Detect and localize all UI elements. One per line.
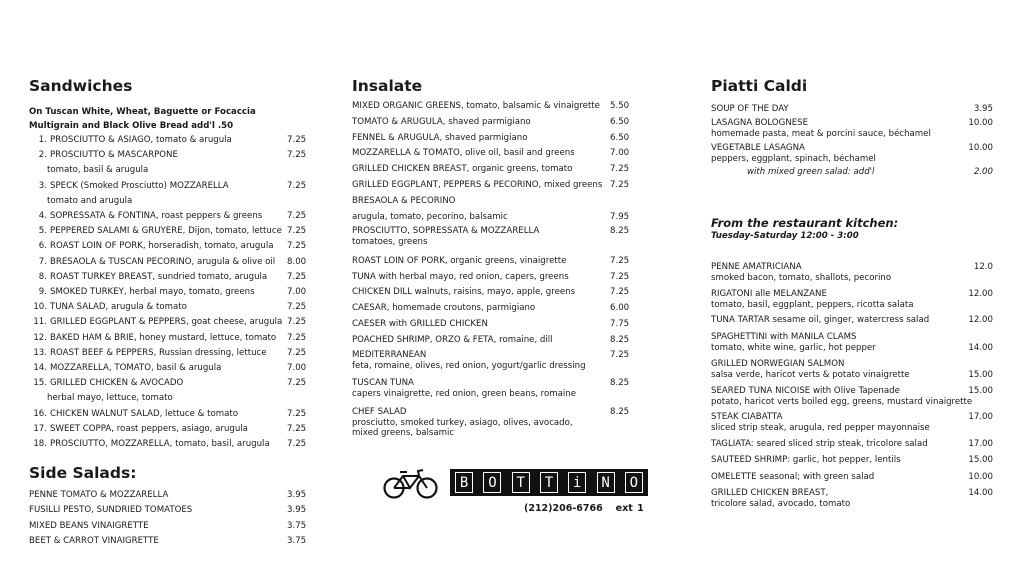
piatto-item [711, 104, 993, 115]
kitchen-title: From the restaurant kitchen: [711, 216, 899, 230]
sandwich-name: 3. SPECK (Smoked Prosciutto) MOZZARELLA [29, 179, 287, 194]
insalata-row [352, 131, 634, 147]
insalata-item [352, 178, 634, 194]
insalata-name: PROSCIUTTO, SOPRESSATA & MOZZARELLA [352, 226, 540, 237]
insalata-item [352, 162, 634, 178]
sandwich-name: 10. TUNA SALAD, arugula & tomato [29, 300, 287, 315]
kitchen-name: STEAK CIABATTA [711, 412, 783, 422]
kitchen-description: tomato, basil, eggplant, peppers, ricotta salata [711, 299, 914, 310]
side-salad-price: 3.95 [287, 505, 307, 516]
sandwich-name: 18. PROSCIUTTO, MOZZARELLA, tomato, basil, arugula [29, 437, 287, 452]
sandwich-number: 6. [38, 241, 47, 252]
insalata-item [352, 254, 634, 270]
sandwich-price: 7.25 [287, 378, 307, 389]
bottino-logo [383, 467, 653, 517]
kitchen-row [711, 315, 993, 326]
kitchen-price: 12.00 [968, 288, 993, 299]
insalata-name: GRILLED CHICKEN BREAST, organic greens, tomato [352, 164, 573, 175]
sandwich-price: 7.25 [287, 271, 307, 282]
sandwich-number: 15. [33, 378, 47, 389]
sandwich-name: 8. ROAST TURKEY BREAST, sundried tomato, arugula [29, 270, 287, 285]
sandwich-name: 17. SWEET COPPA, roast peppers, asiago, arugula [29, 422, 287, 437]
kitchen-item [711, 439, 993, 450]
sandwich-price: 7.25 [287, 439, 307, 450]
piatto-price: 10.00 [968, 142, 993, 153]
kitchen-item [711, 262, 993, 284]
sandwich-number: 3. [38, 180, 47, 191]
sandwich-item [29, 346, 311, 361]
kitchen-item [711, 289, 993, 311]
side-salad-price: 3.75 [287, 520, 307, 531]
kitchen-row [711, 455, 993, 466]
sandwich-name: 16. CHICKEN WALNUT SALAD, lettuce & tomato [29, 407, 287, 422]
insalata-row [352, 225, 634, 237]
insalata-row [352, 317, 634, 333]
side-salad-name: PENNE TOMATO & MOZZARELLA [29, 490, 169, 501]
insalata-item [352, 317, 634, 333]
insalata-description: tomatoes, greens [352, 237, 428, 248]
piatti-caldi-column [711, 76, 993, 515]
sandwich-item [29, 315, 311, 330]
sandwich-description: herbal mayo, lettuce, tomato [47, 393, 173, 404]
sandwiches-column [29, 76, 311, 549]
insalata-row [352, 270, 634, 286]
insalata-item [352, 115, 634, 131]
sandwich-item [29, 179, 311, 194]
insalata-row [352, 333, 634, 349]
insalata-description: capers vinaigrette, red onion, green beans, romaine [352, 389, 577, 400]
kitchen-name: GRILLED CHICKEN BREAST, [711, 488, 829, 498]
sandwich-name: 2. PROSCIUTTO & MASCARPONE [29, 148, 287, 163]
sandwich-item [29, 407, 311, 422]
sandwiches-title: Sandwiches [29, 77, 133, 95]
bread-addon: Multigrain and Black Olive Bread add'l .50 [29, 121, 234, 131]
insalata-name: CAESER with GRILLED CHICKEN [352, 319, 488, 330]
insalata-name: MEDITERRANEAN [352, 349, 427, 360]
kitchen-hours: Tuesday-Saturday 12:00 - 3:00 [711, 231, 859, 241]
insalata-price: 7.75 [610, 319, 630, 330]
piatto-row [711, 143, 993, 154]
side-salad-name: FUSILLI PESTO, SUNDRIED TOMATOES [29, 505, 193, 516]
kitchen-item [711, 412, 993, 434]
sandwich-price: 7.25 [287, 347, 307, 358]
insalata-price: 7.25 [610, 287, 630, 298]
sandwich-price: 7.25 [287, 317, 307, 328]
kitchen-name: RIGATONI alle MELANZANE [711, 288, 827, 299]
wordmark-letter: N [597, 472, 615, 493]
phone-number[interactable]: (212)206-6766 ext 1 [524, 503, 644, 514]
insalata-row [352, 146, 634, 162]
insalata-item [352, 99, 634, 115]
insalata-item [352, 406, 634, 439]
sandwich-item [29, 133, 311, 148]
sandwich-description: tomato and arugula [47, 195, 133, 206]
kitchen-list [711, 262, 993, 510]
sandwich-number: 18. [33, 439, 47, 450]
insalata-name: POACHED SHRIMP, ORZO & FETA, romaine, dill [352, 334, 553, 345]
insalata-description: feta, romaine, olives, red onion, yogurt/garlic dressing [352, 360, 586, 371]
kitchen-description: salsa verde, haricot verts & potato vinaigrette [711, 369, 910, 380]
insalata-item [352, 270, 634, 286]
sandwich-number: 16. [33, 408, 47, 419]
side-salad-item [29, 503, 311, 518]
insalata-row [352, 115, 634, 131]
insalata-price: 8.25 [610, 226, 630, 237]
kitchen-price: 14.00 [968, 488, 993, 498]
salad-addon-note: with mixed green salad: add'l 2.00 [747, 167, 993, 177]
bottino-wordmark [450, 469, 648, 496]
kitchen-row [711, 472, 993, 483]
kitchen-item [711, 332, 993, 354]
kitchen-row [711, 370, 993, 381]
bicycle-icon [383, 468, 439, 500]
sandwich-price: 7.25 [287, 150, 307, 161]
kitchen-description: potato, haricot verts boiled egg, greens, mustard vinaigrette [711, 396, 973, 407]
insalata-name: arugula, tomato, pecorino, balsamic [352, 211, 508, 222]
insalata-description: mixed greens, balsamic [352, 428, 455, 439]
bread-options: On Tuscan White, Wheat, Baguette or Focaccia [29, 107, 256, 117]
kitchen-price: 12.0 [973, 262, 993, 272]
sandwich-name: 13. ROAST BEEF & PEPPERS, Russian dressing, lettuce [29, 346, 287, 361]
insalata-item [352, 146, 634, 162]
kitchen-row [711, 386, 993, 397]
insalata-item [352, 225, 634, 248]
sandwich-price: 7.25 [287, 226, 307, 237]
sandwich-number: 4. [38, 211, 47, 222]
kitchen-item [711, 386, 993, 408]
sandwich-name: 4. SOPRESSATA & FONTINA, roast peppers & greens [29, 209, 287, 224]
insalata-item [352, 285, 634, 301]
wordmark-letter: O [625, 472, 643, 493]
sandwich-price: 7.25 [287, 241, 307, 252]
insalata-price: 7.25 [610, 164, 630, 175]
insalata-price: 7.25 [610, 179, 630, 190]
side-salad-price: 3.95 [287, 490, 307, 501]
kitchen-description: sliced strip steak, arugula, red pepper mayonnaise [711, 423, 930, 433]
kitchen-item [711, 455, 993, 466]
piatto-item [711, 118, 993, 140]
sandwich-name: 12. BAKED HAM & BRIE, honey mustard, lettuce, tomato [29, 331, 287, 346]
side-salad-name: BEET & CARROT VINAIGRETTE [29, 535, 159, 546]
sandwich-item [29, 148, 311, 163]
insalata-name: ROAST LOIN OF PORK, organic greens, vinaigrette [352, 255, 567, 266]
sandwich-item [29, 437, 311, 452]
sandwich-price: 8.00 [287, 256, 307, 267]
sandwich-item [29, 422, 311, 437]
sandwich-item [29, 270, 311, 285]
kitchen-item [711, 315, 993, 326]
kitchen-row [711, 412, 993, 423]
insalata-name: MOZZARELLA & TOMATO, olive oil, basil and greens [352, 148, 575, 159]
wordmark-letter: T [512, 472, 530, 493]
sandwich-name: 6. ROAST LOIN OF PORK, horseradish, tomato, arugula [29, 239, 287, 254]
insalata-item [352, 377, 634, 400]
insalata-row [352, 194, 634, 210]
sandwich-number: 12. [33, 332, 47, 343]
kitchen-price: 12.00 [968, 315, 993, 325]
insalata-row [352, 301, 634, 317]
sandwich-item [29, 209, 311, 224]
kitchen-price: 15.00 [968, 455, 993, 465]
sandwich-item [29, 331, 311, 346]
insalata-name: TOMATO & ARUGULA, shaved parmigiano [352, 116, 531, 127]
piatto-row [711, 118, 993, 129]
insalata-name: TUNA with herbal mayo, red onion, capers, greens [352, 271, 569, 282]
insalata-item [352, 301, 634, 317]
kitchen-price: 17.00 [968, 412, 993, 422]
sandwich-number: 5. [38, 226, 47, 237]
sandwich-number: 9. [38, 287, 47, 298]
insalata-item [352, 333, 634, 349]
kitchen-price: 14.00 [968, 342, 993, 353]
insalata-price: 8.25 [610, 406, 630, 417]
sandwich-list [29, 133, 311, 452]
insalata-price: 5.50 [610, 101, 630, 111]
sandwich-item [29, 224, 311, 239]
insalata-price: 8.25 [610, 334, 630, 345]
insalata-name: CHICKEN DILL walnuts, raisins, mayo, apple, greens [352, 287, 576, 298]
sandwich-price: 7.00 [287, 287, 307, 298]
insalata-item [352, 194, 634, 210]
insalata-row [352, 285, 634, 301]
sandwich-number: 2. [38, 150, 47, 161]
side-salad-item [29, 519, 311, 534]
sandwich-number: 1. [38, 135, 47, 145]
kitchen-name: GRILLED NORWEGIAN SALMON [711, 358, 845, 369]
kitchen-description: smoked bacon, tomato, shallots, pecorino [711, 273, 892, 283]
insalata-item [352, 131, 634, 147]
insalata-name: MIXED ORGANIC GREENS, tomato, balsamic & vinaigrette [352, 101, 600, 111]
kitchen-price: 10.00 [968, 471, 993, 482]
kitchen-description: tricolore salad, avocado, tomato [711, 499, 851, 509]
insalata-price: 8.25 [610, 378, 630, 389]
insalata-name: CHEF SALAD [352, 406, 407, 417]
insalata-name: GRILLED EGGPLANT, PEPPERS & PECORINO, mixed greens [352, 179, 603, 190]
sandwich-item [29, 285, 311, 300]
kitchen-description: tomato, white wine, garlic, hot pepper [711, 342, 876, 353]
side-salads-list [29, 488, 311, 549]
piatto-price: 10.00 [968, 118, 993, 128]
sandwich-name: 14. MOZZARELLA, TOMATO, basil & arugula [29, 361, 287, 376]
kitchen-name: SEARED TUNA NICOISE with Olive Tapenade [711, 385, 900, 396]
kitchen-name: PENNE AMATRICIANA [711, 262, 802, 272]
sandwich-name: 11. GRILLED EGGPLANT & PEPPERS, goat cheese, arugula [29, 315, 287, 330]
sandwich-item [29, 239, 311, 254]
kitchen-row [711, 439, 993, 450]
insalata-price: 7.25 [610, 255, 630, 266]
sandwich-name: 15. GRILLED CHICKEN & AVOCADO [29, 376, 287, 391]
insalate-title: Insalate [352, 77, 423, 95]
insalata-price: 7.00 [610, 148, 630, 159]
insalata-row [352, 406, 634, 418]
insalata-price: 6.50 [610, 116, 630, 127]
piatto-description: homemade pasta, meat & porcini sauce, béchamel [711, 129, 931, 139]
insalata-price: 7.25 [610, 349, 630, 360]
piatto-row [711, 104, 993, 115]
kitchen-row [711, 343, 993, 354]
kitchen-price: 15.00 [968, 369, 993, 380]
sandwich-number: 14. [33, 363, 47, 374]
insalata-name: FENNEL & ARUGULA, shaved parmigiano [352, 132, 528, 143]
side-salads-title: Side Salads: [29, 464, 137, 483]
side-salad-item [29, 488, 311, 503]
insalata-row [352, 349, 634, 361]
insalata-row [352, 210, 634, 226]
insalata-price: 6.50 [610, 132, 630, 143]
kitchen-name: TUNA TARTAR sesame oil, ginger, watercress salad [711, 315, 930, 325]
sandwich-number: 7. [38, 256, 47, 267]
sandwich-number: 17. [33, 423, 47, 434]
insalate-list [352, 99, 634, 439]
insalata-row [352, 178, 634, 194]
kitchen-price: 15.00 [968, 385, 993, 396]
sandwich-price: 7.25 [287, 423, 307, 434]
insalata-price: 7.25 [610, 271, 630, 282]
sandwich-price: 7.25 [287, 408, 307, 419]
sandwich-item [29, 255, 311, 270]
insalata-row [352, 254, 634, 270]
wordmark-letter: i [568, 472, 586, 493]
piatti-caldi-list [711, 104, 993, 164]
insalata-price: 7.95 [610, 211, 630, 222]
sandwich-item [29, 300, 311, 315]
piatto-price: 3.95 [973, 104, 993, 114]
kitchen-row [711, 289, 993, 300]
side-salad-price: 3.75 [287, 535, 307, 546]
sandwich-name: 1. PROSCIUTTO & ASIAGO, tomato & arugula [29, 133, 287, 148]
piatto-name: VEGETABLE LASAGNA [711, 142, 805, 153]
piatti-caldi-title: Piatti Caldi [711, 77, 808, 95]
insalate-column [352, 76, 634, 445]
piatto-description: peppers, eggplant, spinach, béchamel [711, 153, 876, 164]
side-salad-item [29, 534, 311, 549]
kitchen-price: 17.00 [968, 438, 993, 449]
sandwich-price: 7.25 [287, 180, 307, 191]
insalata-item [352, 349, 634, 372]
insalata-description: prosciutto, smoked turkey, asiago, olives, avocado, [352, 417, 573, 428]
sandwich-price: 7.25 [287, 135, 307, 145]
kitchen-item [711, 488, 993, 510]
insalata-price: 6.00 [610, 303, 630, 314]
sandwich-price: 7.25 [287, 302, 307, 313]
piatto-item [711, 143, 993, 165]
insalata-name: TUSCAN TUNA [352, 378, 414, 389]
insalata-item [352, 210, 634, 226]
sandwich-number: 13. [33, 347, 47, 358]
wordmark-letter: O [483, 472, 501, 493]
sandwich-name: 5. PEPPERED SALAMI & GRUYERE, Dijon, tomato, lettuce [29, 224, 287, 239]
sandwich-item [29, 376, 311, 391]
kitchen-name: TAGLIATA: seared sliced strip steak, tricolore salad [711, 438, 928, 449]
sandwich-number: 11. [33, 317, 47, 328]
kitchen-row [711, 488, 993, 499]
wordmark-letter: B [455, 472, 473, 493]
sandwich-name: 9. SMOKED TURKEY, herbal mayo, tomato, greens [29, 285, 287, 300]
piatto-name: SOUP OF THE DAY [711, 104, 789, 114]
sandwich-price: 7.25 [287, 332, 307, 343]
kitchen-name: OMELETTE seasonal; with green salad [711, 471, 875, 482]
sandwich-description: tomato, basil & arugula [47, 165, 149, 176]
insalata-name: CAESAR, homemade croutons, parmigiano [352, 303, 536, 314]
kitchen-name: SAUTEED SHRIMP: garlic, hot pepper, lentils [711, 455, 901, 465]
piatto-name: LASAGNA BOLOGNESE [711, 118, 809, 128]
kitchen-item [711, 472, 993, 483]
insalata-name: BRESAOLA & PECORINO [352, 195, 456, 206]
kitchen-name: SPAGHETTINI with MANILA CLAMS [711, 331, 857, 342]
kitchen-row [711, 262, 993, 273]
insalata-row [352, 162, 634, 178]
insalata-row [352, 99, 634, 115]
sandwich-number: 8. [38, 271, 47, 282]
sandwich-name: 7. BRESAOLA & TUSCAN PECORINO, arugula & olive oil [29, 255, 287, 270]
sandwich-price: 7.25 [287, 211, 307, 222]
sandwich-number: 10. [33, 302, 47, 313]
kitchen-item [711, 359, 993, 381]
side-salad-name: MIXED BEANS VINAIGRETTE [29, 520, 149, 531]
sandwich-item [29, 361, 311, 376]
sandwich-price: 7.00 [287, 363, 307, 374]
wordmark-letter: T [540, 472, 558, 493]
insalata-row [352, 377, 634, 389]
insalata-price [610, 194, 634, 210]
